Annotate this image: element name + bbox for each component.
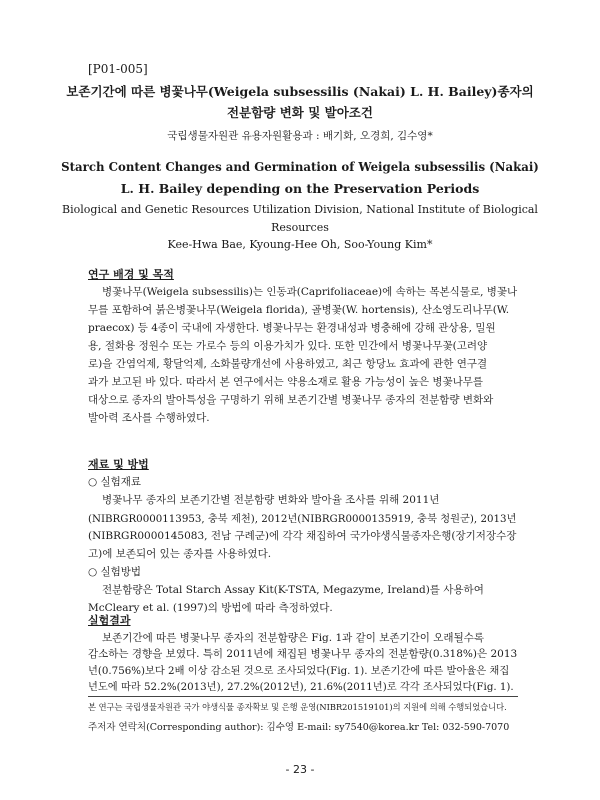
background-line-2: 무를 포함하여 붉은병꽃나무(Weigela florida), 골병꽃(W. hortensis), 산소영도리나무(W. xyxy=(88,304,510,316)
methods-sub2-line-1: 전분함량은 Total Starch Assay Kit(K-TSTA, Megazyme, Ireland)를 사용하여 xyxy=(102,584,484,596)
background-heading: 연구 배경 및 목적 xyxy=(88,268,174,281)
footnote-contact: 주저자 연락처(Corresponding author): 김수영 E-mail: sy7540@korea.kr Tel: 032-590-7070 xyxy=(88,722,510,733)
background-line-1: 병꽃나무(Weigela subsessilis)는 인동과(Caprifoliaceae)에 속하는 목본식물로, 병꽃나 xyxy=(102,286,518,298)
methods-sub1-line-2: (NIBRGR0000113953, 충북 제천), 2012년(NIBRGR0000135919, 충북 청원군), 2013년 xyxy=(88,513,517,525)
english-authors: Kee-Hwa Bae, Kyoung-Hee Oh, Soo-Young Kim* xyxy=(167,238,433,251)
results-line-2: 감소하는 경향을 보였다. 특히 2011년에 채집된 병꽃나무 종자의 전분함량(0.318%)은 2013 xyxy=(88,648,518,660)
methods-sub2-line-2: McCleary et al. (1997)의 방법에 따라 측정하였다. xyxy=(88,602,333,614)
background-line-6: 과가 보고된 바 있다. 따라서 본 연구에서는 약용소재로 활용 가능성이 높은 병꽃나무를 xyxy=(88,376,484,388)
english-title-line1: Starch Content Changes and Germination of Weigela subsessilis (Nakai) xyxy=(61,160,539,174)
methods-sub1-line-4: 고)에 보존되어 있는 종자를 사용하였다. xyxy=(88,548,272,560)
background-line-7: 대상으로 종자의 발아특성을 구명하기 위해 보존기간별 병꽃나무 종자의 전분함량 변화와 xyxy=(88,394,494,406)
results-line-4: 년도에 따라 52.2%(2013년), 27.2%(2012년), 21.6%(2011년)로 각각 조사되었다(Fig. 1). xyxy=(88,681,514,693)
results-line-1: 보존기간에 따른 병꽃나무 종자의 전분함량은 Fig. 1과 같이 보존기간이 오래될수록 xyxy=(102,632,484,644)
background-line-3: praecox) 등 4종이 국내에 자생한다. 병꽃나무는 환경내성과 병충해에 강해 관상용, 밀원 xyxy=(88,322,496,334)
methods-heading: 재료 및 방법 xyxy=(88,458,149,471)
background-line-5: 로)을 간염억제, 황달억제, 소화불량개선에 사용하였고, 최근 항당뇨 효과에 관한 연구결 xyxy=(88,358,488,370)
korean-title-line1: 보존기간에 따른 병꽃나무(Weigela subsessilis (Nakai) L. H. Bailey)종자의 xyxy=(66,84,534,99)
background-line-8: 발아력 조사를 수행하였다. xyxy=(88,412,210,424)
english-title-line2: L. H. Bailey depending on the Preservation Periods xyxy=(120,181,480,196)
english-affiliation-line1: Biological and Genetic Resources Utilization Division, National Institute of Biological xyxy=(62,203,538,216)
results-heading: 실험결과 xyxy=(88,614,131,627)
paper-code: [P01-005] xyxy=(88,62,148,76)
footnote-funding: 본 연구는 국립생물자원관 국가 야생식물 종자확보 및 은행 운영(NIBR201519101)의 지원에 의해 수행되었습니다. xyxy=(88,702,507,712)
page-number: - 23 - xyxy=(285,763,315,776)
methods-sub2: ○ 실험방법 xyxy=(88,566,142,578)
methods-sub1-line-3: (NIBRGR0000145083, 전남 구례군)에 각각 채집하여 국가야생식물종자은행(장기저장수장 xyxy=(88,530,517,542)
korean-authors: 국립생물자원관 유용자원활용과 : 배기화, 오경희, 김수영* xyxy=(167,130,433,142)
results-line-3: 년(0.756%)보다 2배 이상 감소된 것으로 조사되었다(Fig. 1). 보존기간에 따른 발아율은 채집 xyxy=(88,665,510,677)
footnote-divider xyxy=(88,696,518,697)
korean-title-line2: 전분함량 변화 및 발아조건 xyxy=(227,105,373,120)
background-line-4: 용, 절화용 정원수 또는 가로수 등의 이용가치가 있다. 또한 민간에서 병꽃나무꽃(고려양 xyxy=(88,340,488,352)
methods-sub1: ○ 실험재료 xyxy=(88,476,142,488)
methods-sub1-line-1: 병꽃나무 종자의 보존기간별 전분함량 변화와 발아율 조사를 위해 2011년 xyxy=(102,494,440,506)
english-affiliation-line2: Resources xyxy=(271,221,329,234)
